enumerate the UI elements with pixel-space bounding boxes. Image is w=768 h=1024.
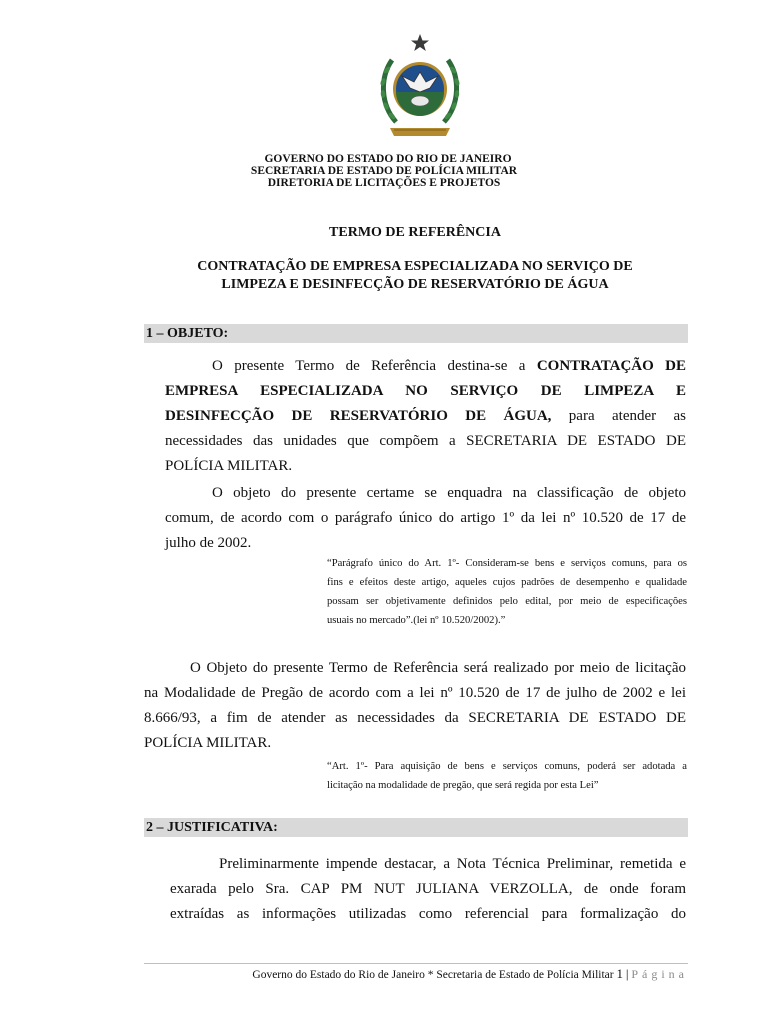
paragraph-line: DESINFECÇÃO DE RESERVATÓRIO DE ÁGUA, para atender as	[165, 408, 687, 424]
paragraph-line: 8.666/93, a fim de atender as necessidades da SECRETARIA DE ESTADO DE	[144, 710, 686, 726]
paragraph-line: O Objeto do presente Termo de Referência será realizado por meio de licitação	[190, 660, 686, 676]
paragraph-line: O presente Termo de Referência destina-se a CONTRATAÇÃO DE	[212, 358, 686, 374]
quote-line: “Art. 1º- Para aquisição de bens e serviços comuns, poderá ser adotada a	[327, 761, 687, 772]
document-subtitle-line1: CONTRATAÇÃO DE EMPRESA ESPECIALIZADA NO SERVIÇO DE	[197, 259, 633, 274]
coat-of-arms-icon	[374, 32, 466, 146]
paragraph-line: exarada pelo Sra. CAP PM NUT JULIANA VERZOLLA, de onde foram	[170, 881, 686, 897]
footer-text: Governo do Estado do Rio de Janeiro * Secretaria de Estado de Polícia Militar	[252, 969, 614, 981]
paragraph-line: POLÍCIA MILITAR.	[165, 458, 293, 474]
document-title: TERMO DE REFERÊNCIA	[329, 225, 501, 240]
section-heading-justificativa: 2 – JUSTIFICATIVA:	[144, 818, 688, 837]
document-subtitle-line2: LIMPEZA E DESINFECÇÃO DE RESERVATÓRIO DE ÁGUA	[221, 277, 609, 292]
paragraph-line: julho de 2002.	[165, 535, 252, 551]
paragraph-line: O objeto do presente certame se enquadra na classificação de objeto	[212, 485, 686, 501]
section-heading-objeto: 1 – OBJETO:	[144, 324, 688, 343]
page-number: 1	[616, 966, 623, 981]
header-secretariat: SECRETARIA DE ESTADO DE POLÍCIA MILITAR	[250, 165, 518, 177]
footer-separator: |	[625, 966, 629, 981]
paragraph-line: necessidades das unidades que compõem a SECRETARIA DE ESTADO DE	[165, 433, 686, 449]
quote-line: “Parágrafo único do Art. 1º- Consideram-se bens e serviços comuns, para os	[327, 558, 687, 569]
page-label: Página	[631, 967, 688, 981]
paragraph-line: POLÍCIA MILITAR.	[144, 735, 272, 751]
paragraph-line: na Modalidade de Pregão de acordo com a lei nº 10.520 de 17 de julho de 2002 e lei	[144, 685, 686, 701]
header-government: GOVERNO DO ESTADO DO RIO DE JANEIRO	[264, 153, 512, 165]
page-footer	[144, 966, 688, 983]
quote-line: fins e efeitos deste artigo, aqueles cujos padrões de desempenho e qualidade	[327, 577, 687, 588]
quote-line: usuais no mercado”.(lei nº 10.520/2002).”	[327, 615, 506, 626]
paragraph-line: EMPRESA ESPECIALIZADA NO SERVIÇO DE LIMPEZA E	[165, 383, 686, 399]
footer-divider	[144, 963, 688, 964]
header-directorate: DIRETORIA DE LICITAÇÕES E PROJETOS	[267, 177, 501, 189]
paragraph-line: comum, de acordo com o parágrafo único do artigo 1º da lei nº 10.520 de 17 de	[165, 510, 686, 526]
paragraph-line: extraídas as informações utilizadas como referencial para formalização do	[170, 906, 686, 922]
quote-line: licitação na modalidade de pregão, que será regida por esta Lei”	[327, 780, 599, 791]
quote-line: possam ser objetivamente definidos pelo edital, por meio de especificações	[327, 596, 687, 607]
paragraph-line: Preliminarmente impende destacar, a Nota Técnica Preliminar, remetida e	[219, 856, 686, 872]
